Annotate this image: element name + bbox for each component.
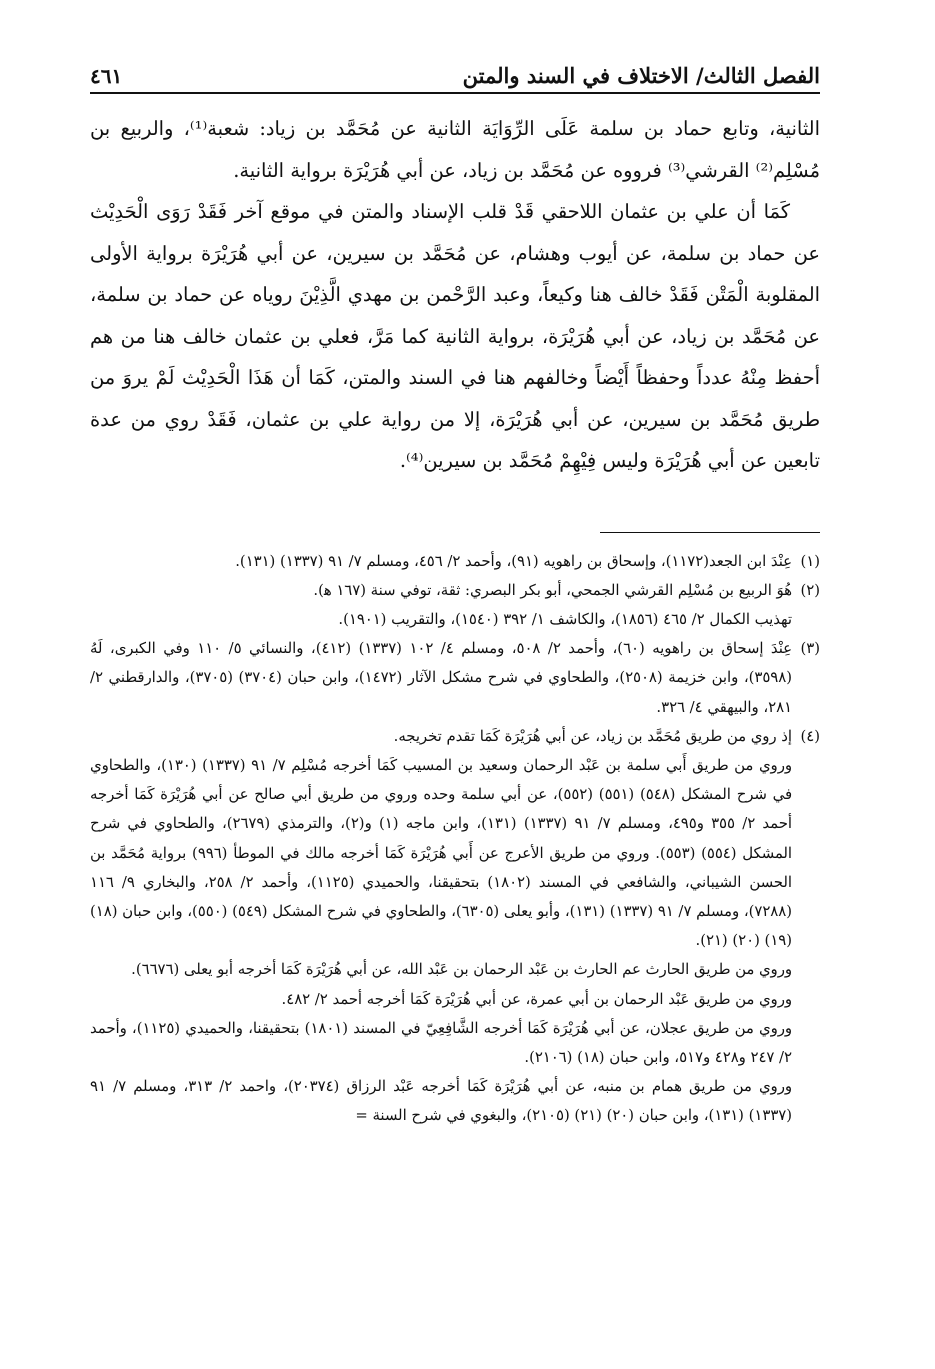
footnote: [90, 634, 820, 722]
page-number: ٤٦١: [90, 64, 123, 88]
footnote-continuation: تهذيب الكمال ٢/ ٤٦٥ (١٨٥٦)، والكاشف ١/ ٣٩٢ (١٥٤٠)، والتقريب (١٩٠١).: [338, 610, 792, 628]
footnote: [90, 722, 820, 751]
footnote-text: عِنْدَ ابن الجعد(١١٧٢)، وإسحاق بن راهويه (٩١)، وأحمد ٢/ ٤٥٦، ومسلم ٧/ ٩١ (١٣٣٧) (١٣١).: [235, 552, 792, 570]
footnote-text: إذ روي من طريق مُحَمَّد بن زياد، عن أبي هُرَيْرَة كَمَا تقدم تخريجه.: [393, 727, 792, 745]
footnote-text: هُوَ الربيع بن مُسْلِم القرشي الجمحي، أبو بكر البصري: ثقة، توفي سنة (١٦٧ ﻫ).: [313, 581, 792, 599]
main-text: [90, 108, 820, 482]
footnote-number: (٤): [800, 727, 820, 745]
footnote-continuation: وروي من طريق الحارث عم الحارث بن عَبْد الرحمان بن عَبْد الله، عن أبي هُرَيْرَة كَمَا أخرجه أبو يعلى (٦٦٧٦).: [131, 961, 792, 979]
footnote-number: (٢): [800, 581, 820, 599]
footnote-number: (٣): [800, 640, 820, 658]
running-header: [90, 48, 820, 94]
footnotes: [90, 547, 820, 1131]
footnote-separator: [600, 532, 820, 533]
footnote-continuation: وروي من طريق عجلان، عن أبي هُرَيْرَة كَمَا أخرجه الشَّافِعِيّ في المسند (١٨٠١) بتحقيقنا، والحميدي (١١٢٥)، وأحمد ٢/ ٢٤٧ و٤٢٨ و٥١٧، وابن حبان (١٨) (٢١٠٦).: [90, 1019, 793, 1066]
footnote-text: عِنْدَ إسحاق بن راهويه (٦٠)، وأحمد ٢/ ٥٠٨، ومسلم ٤/ ١٠٢ (١٣٣٧) (٤١٢)، والنسائي ٥/ ١١٠ وفي الكبرى، لَهُ (٣٥٩٨)، وابن خزيمة (٢٥٠٨)، والطحاوي في شرح مشكل الآثار (١٤٧٢)، وابن حبان (٣٧٠٤) (٣٧٠٥)، والدارقطني ٢/ ٢٨١، والبيهقي ٤/ ٣٢٦.: [90, 640, 792, 716]
footnote: [90, 547, 820, 576]
paragraph: الثانية، وتابع حماد بن سلمة عَلَى الرِّوَايَة الثانية عن مُحَمَّد بن زياد: شعبة⁽¹⁾، والربيع بن مُسْلِم⁽²⁾ القرشي⁽³⁾ فرووه عن مُحَمَّد بن زياد، عن أبي هُرَيْرَة برواية الثانية.: [90, 117, 820, 182]
footnote: [90, 576, 820, 605]
footnote-number: (١): [800, 552, 820, 570]
book-page: [90, 48, 820, 1131]
footnote-continuation: وروي من طريق عَبْد الرحمان بن أبي عمرة، عن أبي هُرَيْرَة كَمَا أخرجه أحمد ٢/ ٤٨٢.: [281, 990, 792, 1008]
paragraph: كَمَا أن علي بن عثمان اللاحقي قَدْ قلب الإسناد والمتن في موقع آخر فَقَدْ رَوَى الْحَدِيْث عن حماد بن سلمة، عن أيوب وهشام، عن مُحَمَّد بن سيرين، عن أبي هُرَيْرَة برواية الأولى المقلوبة الْمَتْن فَقَدْ خالف هنا وكيعاً، وعبد الرَّحْمن بن مهدي الَّذِيْنَ روياه عن حماد بن سلمة، عن مُحَمَّد بن زياد، عن أبي هُرَيْرَة، برواية الثانية كما مَرَّ، فعلي بن عثمان خالف هنا من هم أحفظ مِنْهُ عدداً وحفظاً أَيْضاً وخالفهم هنا في السند والمتن، كَمَا أن هَذَا الْحَدِيْث لَمْ يروَ من طريق مُحَمَّد بن سيرين، عن أبي هُرَيْرَة، إلا من رواية علي بن عثمان، فَقَدْ روي من عدة تابعين عن أبي هُرَيْرَة وليس فِيْهِمْ مُحَمَّد بن سيرين⁽⁴⁾.: [90, 200, 820, 472]
chapter-title: الفصل الثالث/ الاختلاف في السند والمتن: [462, 63, 820, 88]
footnote-continuation: وروي من طريق أَبي سلمة بن عَبْد الرحمان وسعيد بن المسيب كَمَا أخرجه مُسْلِم ٧/ ٩١ (١٣٣٧) (١٣٠)، والطحاوي في شرح المشكل (٥٤٨) (٥٥١) (٥٥٢)، عن أبي سلمة وحده وروي من طريق أبي صالح عن أبي هُرَيْرَة كَمَا أخرجه أحمد ٢/ ٣٥٥ و٤٩٥، ومسلم ٧/ ٩١ (١٣٣٧) (١٣١)، وابن ماجه (١) و(٢)، والترمذي (٢٦٧٩)، والطحاوي في شرح المشكل (٥٥٤) (٥٥٣). وروي من طريق الأعرج عن أَبي هُرَيْرَة كَمَا أخرجه مالك في الموطأ (٩٩٦) برواية مُحَمَّد بن الحسن الشيباني، والشافعي في المسند (١٨٠٢) بتحقيقنا، والحميدي (١١٢٥)، وأحمد ٢/ ٢٥٨، والبخاري ٩/ ١١٦ (٧٢٨٨)، ومسلم ٧/ ٩١ (١٣٣٧) (١٣١)، وأبو يعلى (٦٣٠٥)، والطحاوي في شرح المشكل (٥٤٩) (٥٥٠)، وابن حبان (١٨) (١٩) (٢٠) (٢١).: [90, 756, 793, 950]
footnote-continuation: وروي من طريق همام بن منبه، عن أبي هُرَيْرَة كَمَا أخرجه عَبْد الرزاق (٢٠٣٧٤)، واحمد ٢/ ٣١٣، ومسلم ٧/ ٩١ (١٣٣٧) (١٣١)، وابن حبان (٢٠) (٢١) (٢١٠٥)، والبغوي في شرح السنة =: [90, 1078, 792, 1125]
